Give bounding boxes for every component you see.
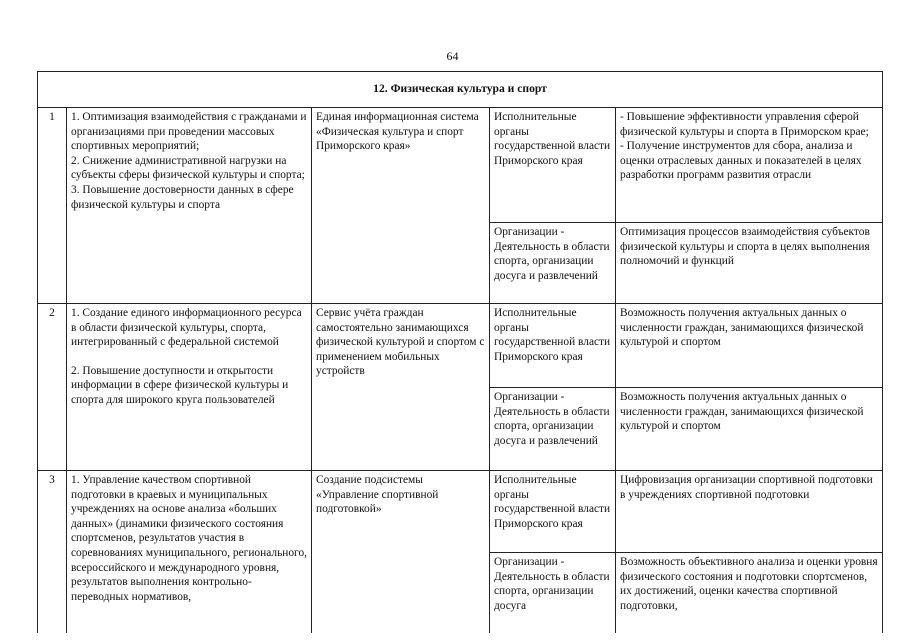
goals-cell: 1. Оптимизация взаимодействия с гражданами и организациями при проведении массовых спортивных мероприятий; 2. Снижение административной нагрузки на субъекты сферы физической культуры и спорта; 3. Повышение достоверности данных в сфере физической культуры и спорта <box>67 108 312 304</box>
effect-cell: Оптимизация процессов взаимодействия субъектов физической культуры и спорта в целях выполнения полномочий и функций <box>616 223 883 304</box>
actor-cell: Исполнительные органы государственной власти Приморского края <box>490 108 616 223</box>
effect-cell: Цифровизация организации спортивной подготовки в учреждениях спортивной подготовки <box>616 471 883 553</box>
effect-cell: Возможность получения актуальных данных о численности граждан, занимающихся физической культурой и спортом <box>616 304 883 388</box>
table-row <box>38 304 883 388</box>
sport-measures-table <box>37 71 883 633</box>
system-cell: Сервис учёта граждан самостоятельно занимающихся физической культурой и спортом с применением мобильных устройств <box>312 304 490 471</box>
row-number: 2 <box>38 304 67 471</box>
actor-cell: Исполнительные органы государственной власти Приморского края <box>490 304 616 388</box>
actor-cell: Организации - Деятельность в области спорта, организации досуга и развлечений <box>490 223 616 304</box>
system-cell: Единая информационная система «Физическая культура и спорт Приморского края» <box>312 108 490 304</box>
system-cell: Создание подсистемы «Управление спортивной подготовкой» <box>312 471 490 633</box>
effect-cell: - Повышение эффективности управления сферой физической культуры и спорта в Приморском крае; - Получение инструментов для сбора, анализа и оценки отраслевых данных и показателей в целях разработки программ развития отрасли <box>616 108 883 223</box>
section-title: 12. Физическая культура и спорт <box>38 72 883 108</box>
goals-cell: 1. Управление качеством спортивной подготовки в краевых и муниципальных учреждениях на основе анализа «больших данных» (динамики физического состояния спортсменов, результатов участия в соревнованиях муниципального, регионального, всероссийского и международного уровня, результатов выполнения контрольно-переводных нормативов, <box>67 471 312 633</box>
section-header-row <box>38 72 883 108</box>
goal-item: 1. Создание единого информационного ресурса в области физической культуры, спорта, интегрированный с федеральной системой <box>71 307 302 349</box>
table-row <box>38 108 883 223</box>
effect-cell: Возможность получения актуальных данных о численности граждан, занимающихся физической культурой и спортом <box>616 388 883 471</box>
actor-cell: Организации - Деятельность в области спорта, организации досуга <box>490 553 616 633</box>
page-number: 64 <box>446 49 459 63</box>
goals-cell <box>67 304 312 471</box>
row-number: 1 <box>38 108 67 304</box>
effect-cell: Возможность объективного анализа и оценки уровня физического состояния и подготовки спортсменов, их достижений, оценки качества спортивной подготовки, <box>616 553 883 633</box>
actor-cell: Исполнительные органы государственной власти Приморского края <box>490 471 616 553</box>
actor-cell: Организации - Деятельность в области спорта, организации досуга и развлечений <box>490 388 616 471</box>
table-row <box>38 471 883 553</box>
goal-item: 2. Повышение доступности и открытости информации в сфере физической культуры и спорта для широкого круга пользователей <box>71 364 289 406</box>
row-number: 3 <box>38 471 67 633</box>
